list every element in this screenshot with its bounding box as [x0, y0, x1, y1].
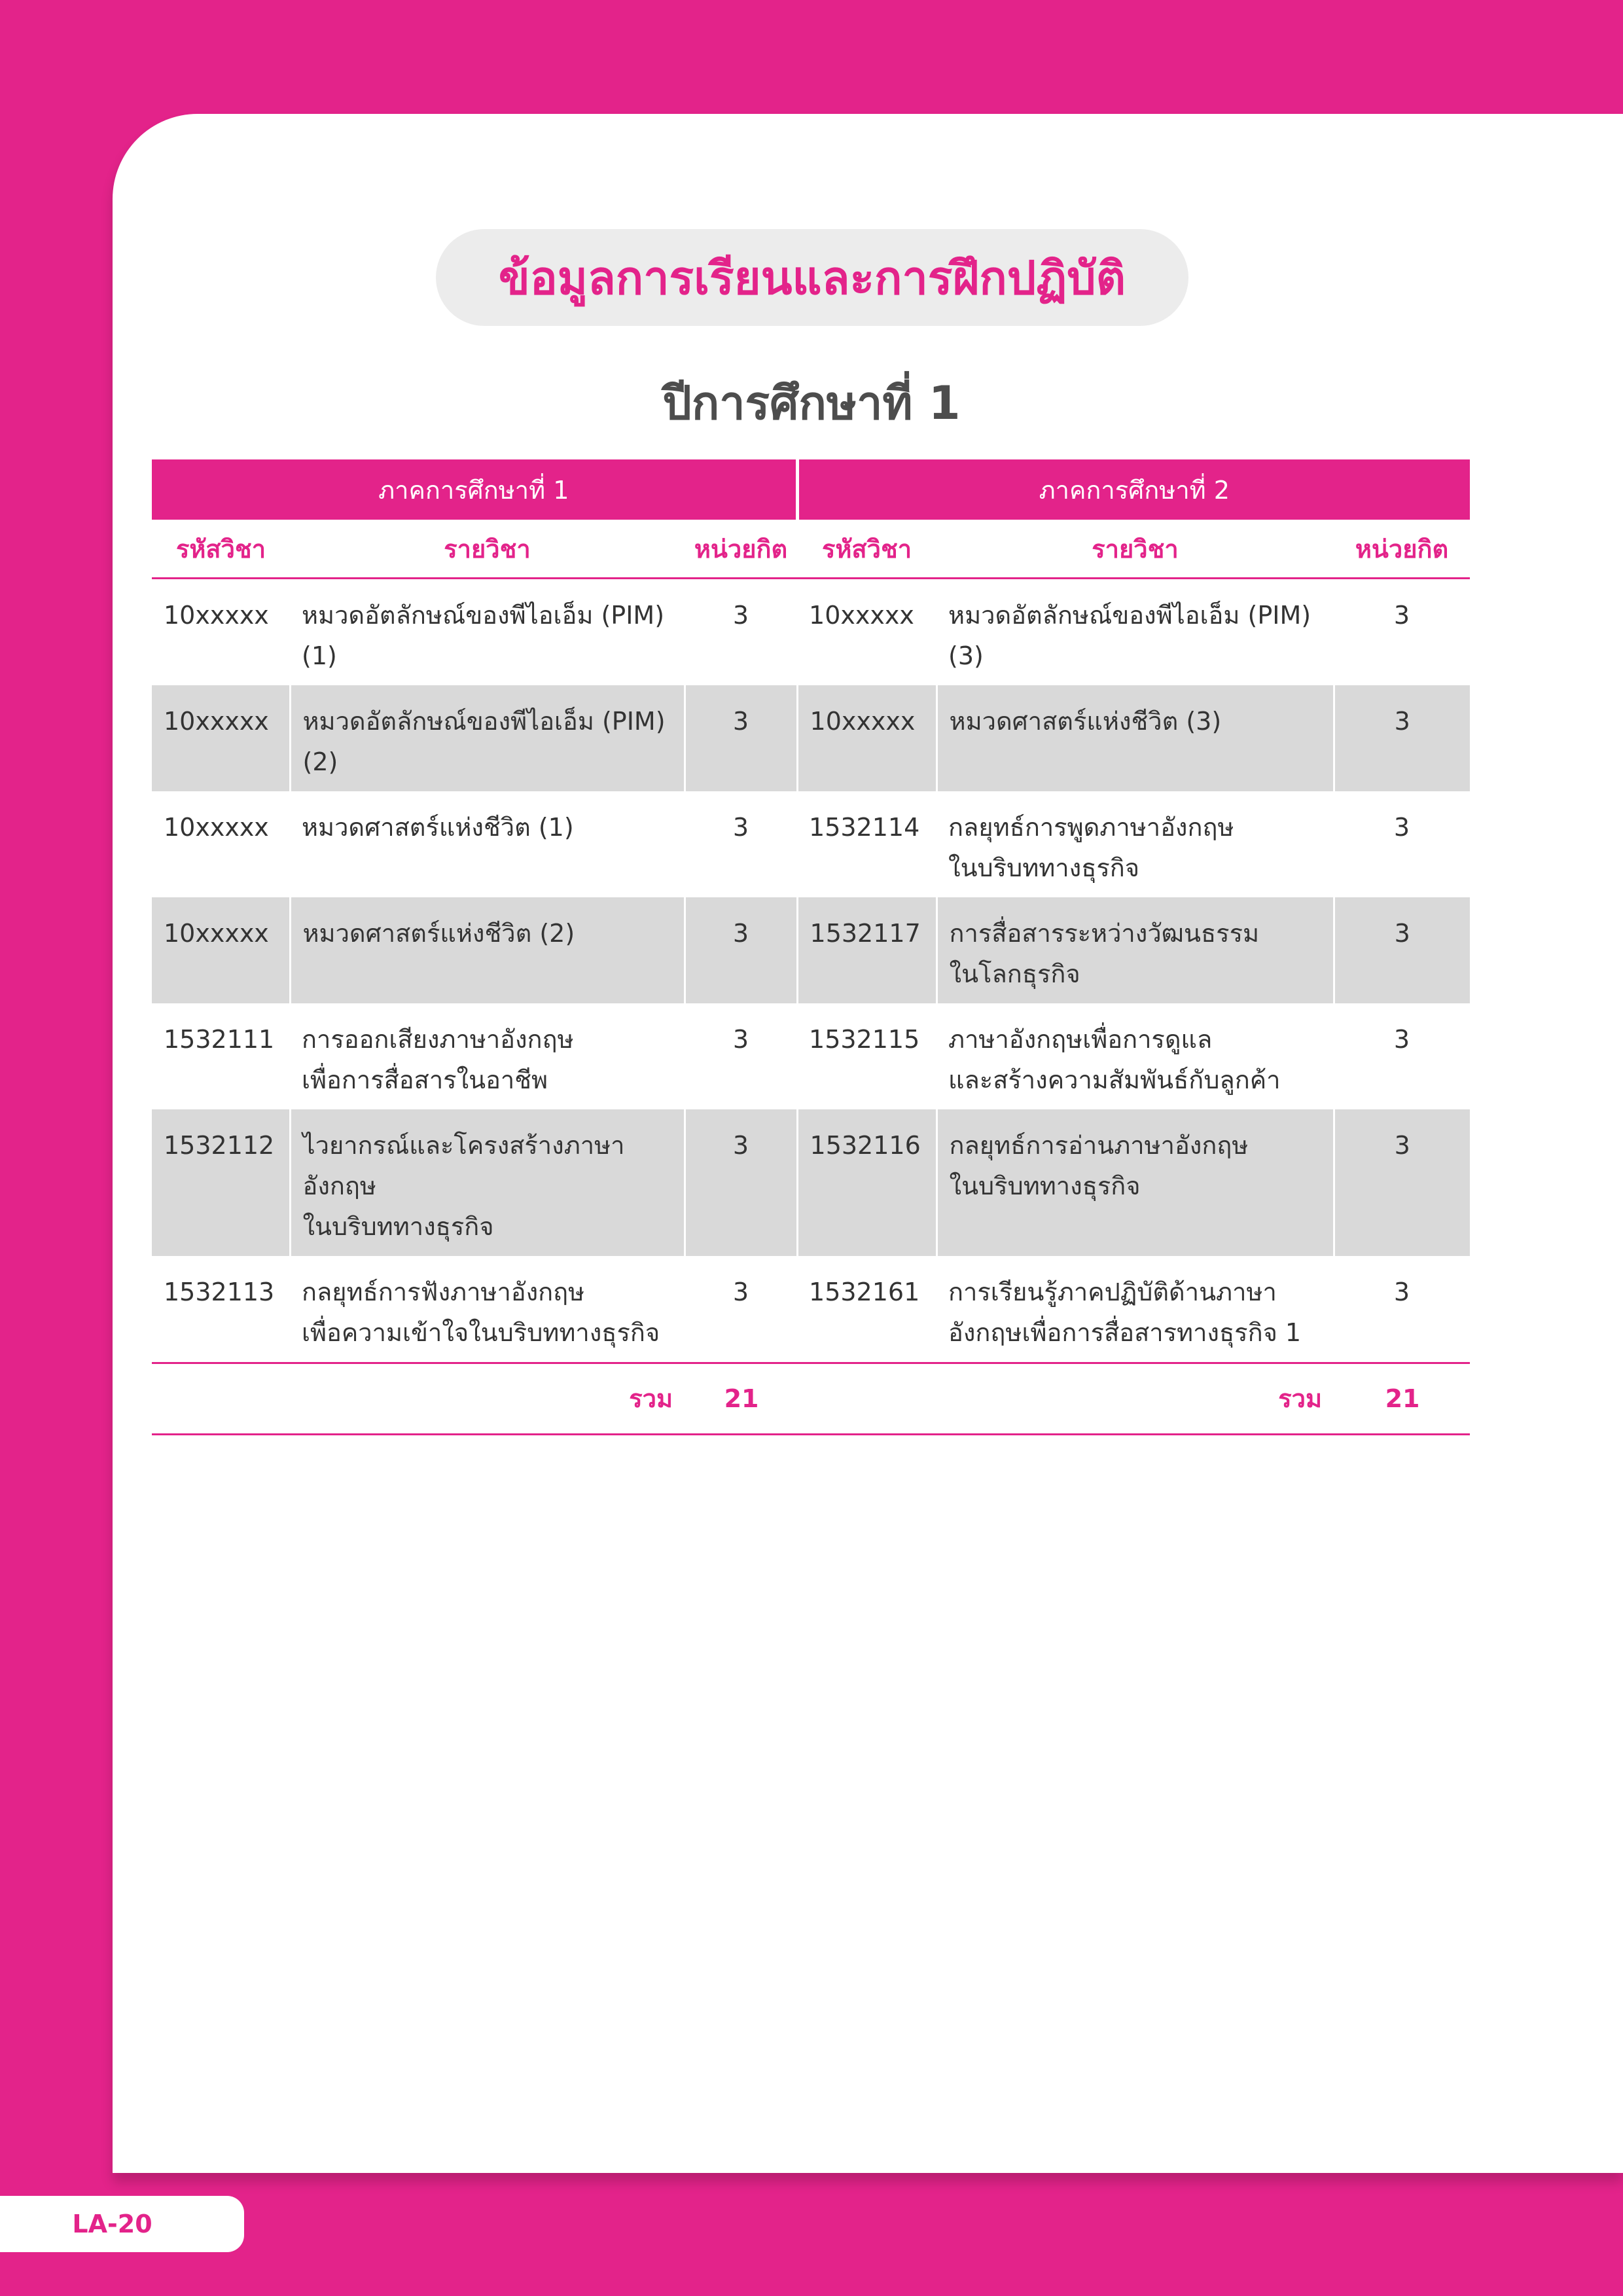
- course-code: 10xxxxx: [152, 685, 290, 791]
- course-title: การสื่อสารระหว่างวัฒนธรรม ในโลกธุรกิจ: [936, 897, 1334, 1003]
- course-credits: 3: [732, 1278, 749, 1306]
- course-code: 10xxxxx: [164, 813, 269, 842]
- col-header-code: รหัสวิชา: [797, 520, 936, 579]
- page-title-pill: [436, 229, 1188, 326]
- course-code: 1532115: [809, 1025, 920, 1054]
- course-title: หมวดอัตลักษณ์ของพีไอเอ็ม (PIM) (3): [948, 601, 1311, 670]
- table-row: [152, 685, 1470, 791]
- total-credits-sem2: 21: [1334, 1363, 1470, 1435]
- course-credits: 3: [732, 601, 749, 630]
- course-title: กลยุทธ์การอ่านภาษาอังกฤษ ในบริบททางธุรกิจ: [936, 1109, 1334, 1256]
- page-title: ข้อมูลการเรียนและการฝึกปฏิบัติ: [498, 251, 1126, 305]
- course-code: 10xxxxx: [164, 601, 269, 630]
- year-heading: ปีการศึกษาที่ 1: [662, 376, 961, 430]
- course-credits: 3: [1393, 1025, 1410, 1054]
- course-title: กลยุทธ์การฟังภาษาอังกฤษ เพื่อความเข้าใจในบริบททางธุรกิจ: [302, 1278, 660, 1347]
- course-title: หมวดอัตลักษณ์ของพีไอเอ็ม (PIM) (1): [302, 601, 665, 670]
- course-credits: 3: [1393, 601, 1410, 630]
- total-label: รวม: [797, 1363, 1334, 1435]
- table-row: [152, 1109, 1470, 1256]
- course-credits: 3: [685, 1109, 797, 1256]
- course-credits: 3: [1334, 1109, 1470, 1256]
- course-title: หมวดศาสตร์แห่งชีวิต (2): [290, 897, 685, 1003]
- total-label: รวม: [152, 1363, 685, 1435]
- totals-row: [152, 1363, 1470, 1435]
- course-credits: 3: [685, 685, 797, 791]
- course-credits: 3: [685, 897, 797, 1003]
- course-title: หมวดอัตลักษณ์ของพีไอเอ็ม (PIM) (2): [290, 685, 685, 791]
- course-rows: [152, 579, 1470, 1363]
- table-row: [152, 579, 1470, 686]
- course-code: 1532112: [152, 1109, 290, 1256]
- course-code: 10xxxxx: [797, 685, 936, 791]
- col-header-credits: หน่วยกิต: [685, 520, 797, 579]
- col-header-title: รายวิชา: [290, 520, 685, 579]
- total-credits-sem1: 21: [685, 1363, 797, 1435]
- course-title: หมวดศาสตร์แห่งชีวิต (3): [936, 685, 1334, 791]
- course-credits: 3: [1334, 685, 1470, 791]
- table-row: [152, 897, 1470, 1003]
- table-row: [152, 791, 1470, 897]
- course-title: การออกเสียงภาษาอังกฤษ เพื่อการสื่อสารในอาชีพ: [302, 1025, 574, 1094]
- page-number-tab: [0, 2196, 244, 2252]
- course-credits: 3: [1334, 897, 1470, 1003]
- semester-header-row: [152, 459, 1470, 520]
- course-title: ไวยากรณ์และโครงสร้างภาษาอังกฤษ ในบริบททางธุรกิจ: [290, 1109, 685, 1256]
- page-number: LA-20: [72, 2210, 152, 2238]
- course-credits: 3: [732, 1025, 749, 1054]
- course-title: กลยุทธ์การพูดภาษาอังกฤษ ในบริบททางธุรกิจ: [948, 813, 1234, 882]
- semester-1-header: ภาคการศึกษาที่ 1: [152, 459, 797, 520]
- col-header-credits: หน่วยกิต: [1334, 520, 1470, 579]
- course-code: 1532111: [164, 1025, 275, 1054]
- col-header-code: รหัสวิชา: [152, 520, 290, 579]
- course-code: 1532117: [797, 897, 936, 1003]
- table-row: [152, 1003, 1470, 1109]
- course-code: 1532114: [809, 813, 920, 842]
- column-header-row: [152, 520, 1470, 579]
- table-row: [152, 1256, 1470, 1363]
- course-code: 1532161: [809, 1278, 920, 1306]
- semester-2-header: ภาคการศึกษาที่ 2: [797, 459, 1470, 520]
- course-code: 10xxxxx: [809, 601, 914, 630]
- course-code: 1532116: [797, 1109, 936, 1256]
- course-table: [152, 459, 1470, 1435]
- course-code: 10xxxxx: [152, 897, 290, 1003]
- course-title: การเรียนรู้ภาคปฏิบัติด้านภาษา อังกฤษเพื่อการสื่อสารทางธุรกิจ 1: [948, 1278, 1302, 1347]
- course-credits: 3: [732, 813, 749, 842]
- course-title: หมวดศาสตร์แห่งชีวิต (1): [302, 813, 574, 842]
- course-title: ภาษาอังกฤษเพื่อการดูแล และสร้างความสัมพันธ์กับลูกค้า: [948, 1025, 1281, 1094]
- course-credits: 3: [1393, 1278, 1410, 1306]
- course-code: 1532113: [164, 1278, 275, 1306]
- course-credits: 3: [1393, 813, 1410, 842]
- col-header-title: รายวิชา: [936, 520, 1334, 579]
